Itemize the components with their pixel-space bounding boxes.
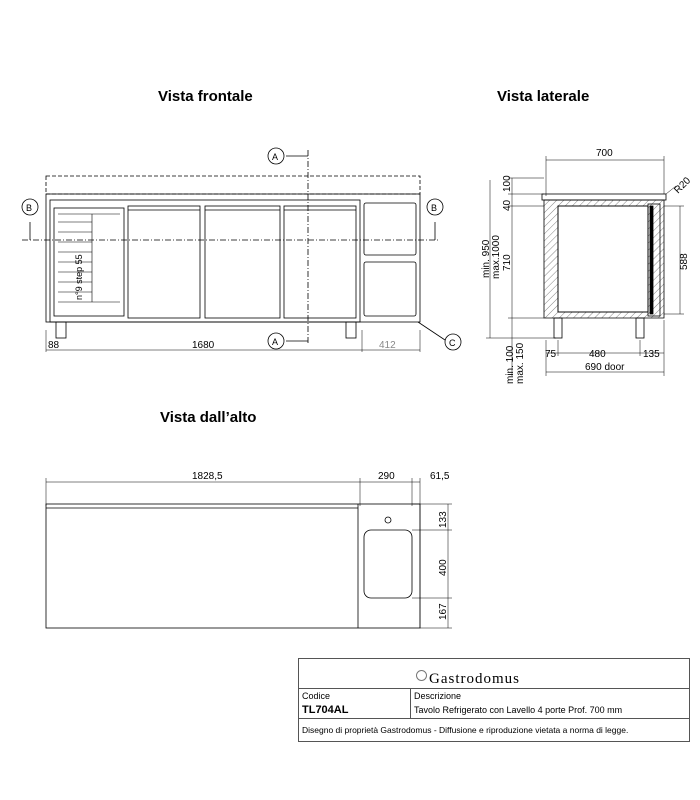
front-leg-right [346,322,356,338]
top-dim-400: 400 [438,559,449,576]
top-dim-133: 133 [438,511,449,528]
front-dim-1680: 1680 [192,340,215,351]
front-door-4 [284,206,356,318]
side-interior [558,206,648,312]
front-view-labels [26,152,456,351]
top-view-labels [192,471,450,620]
top-sink-bowl [364,530,412,598]
callout-c-leader [418,322,445,340]
section-b-label-right: B [431,203,438,213]
top-tap-hole [385,517,391,523]
top-view [46,478,452,628]
title-block-row [299,689,689,719]
description-label: Descrizione [414,691,462,701]
side-dim-leg-min: min. 100 [505,345,516,384]
code-value: TL704AL [302,704,349,716]
side-dim-r20: R20 [672,175,694,197]
brand-name: Gastrodomus [429,671,520,687]
title-block [298,658,690,742]
side-dim-700: 700 [596,148,613,159]
top-dim-61: 61,5 [430,471,450,482]
side-view-title: Vista laterale [497,88,590,105]
side-dim-door: 690 door [585,362,625,373]
side-insulated-body [544,200,664,318]
code-label: Codice [302,691,331,701]
side-door-gasket [650,206,653,314]
front-view-title: Vista frontale [158,88,253,105]
side-dim-100: 100 [502,175,513,192]
side-leg-left [554,318,562,338]
side-dim-710: 710 [502,254,513,271]
front-dim-412: 412 [379,340,396,351]
top-dim-167: 167 [438,603,449,620]
side-dim-min-950: min. 950 [481,239,492,278]
brand-logo-mark [416,670,427,681]
front-worktop-outline [46,176,420,194]
description-value: Tavolo Refrigerato con Lavello 4 porte Prof. 700 mm [414,705,623,715]
front-door-2 [128,206,200,318]
code-cell [299,689,411,718]
side-dim-leg-max: max. 150 [515,342,526,384]
brand-logo [299,659,689,689]
section-a-label-bottom: A [272,337,279,347]
shelf-step-label: n°9 step 55 [74,254,84,300]
front-door-3 [205,206,280,318]
top-view-title: Vista dall’alto [160,409,257,426]
side-dim-588: 588 [679,253,690,270]
front-shelves [58,214,120,302]
copyright-notice: Disegno di proprietà Gastrodomus - Diffusione e riproduzione vietata a norma di legge. [302,725,629,735]
callout-c-label: C [449,338,456,348]
side-dim-135: 135 [643,349,660,360]
top-dim-1828: 1828,5 [192,471,223,482]
description-cell [411,689,689,718]
side-dim-40: 40 [502,199,513,211]
front-view [22,148,461,352]
front-dim-88: 88 [48,340,60,351]
section-a-label-top: A [272,152,279,162]
side-worktop [542,194,666,200]
side-dim-max-1000: max.1000 [491,235,502,279]
top-dim-290: 290 [378,471,395,482]
side-leg-right [636,318,644,338]
side-dim-480: 480 [589,349,606,360]
section-b-label-left: B [26,203,33,213]
front-drawer-top [364,203,416,255]
side-dim-75: 75 [545,349,557,360]
front-drawer-bottom [364,262,416,316]
front-leg-left [56,322,66,338]
